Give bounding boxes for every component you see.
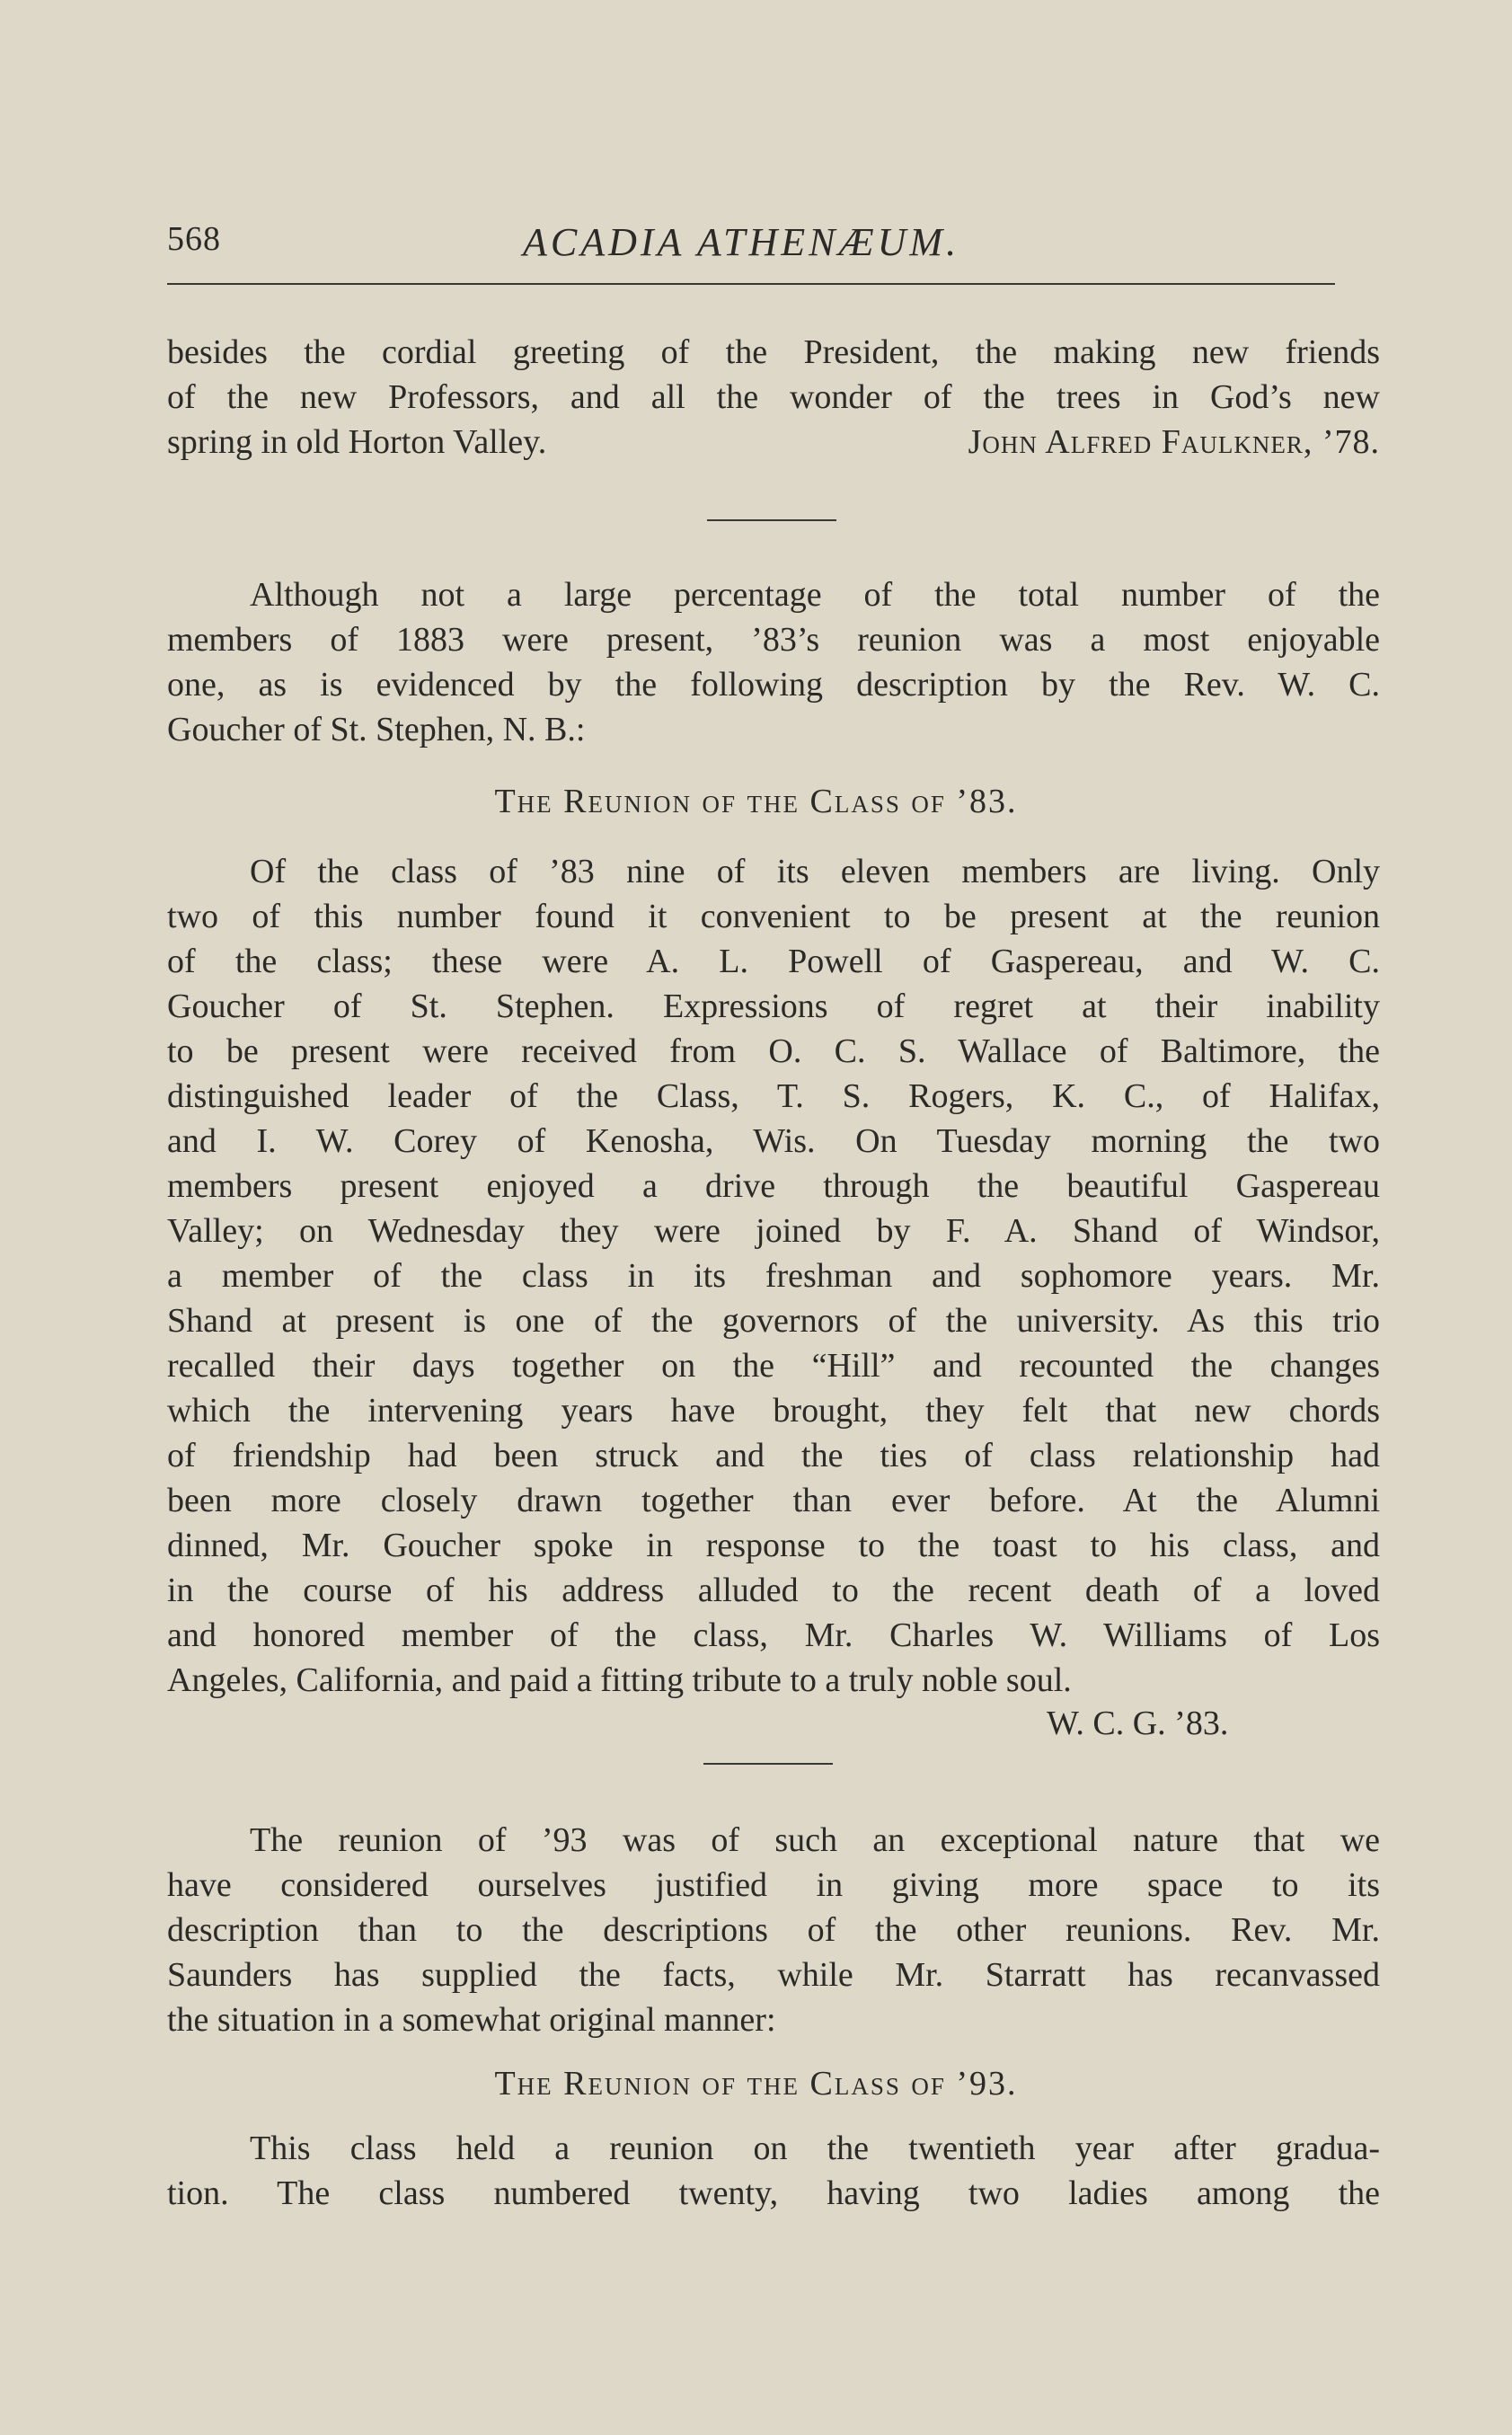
text-line: This class held a reunion on the twentieth year after gradua-	[250, 2130, 1380, 2167]
text-line: have considered ourselves justified in giving more space to its	[167, 1866, 1380, 1904]
text-line: which the intervening years have brought, they felt that new chords	[167, 1392, 1380, 1430]
running-title: ACADIA ATHENÆUM.	[523, 220, 960, 264]
paragraph-1883-reunion	[167, 849, 1380, 1703]
page-number: 568	[167, 220, 221, 258]
text-line: to be present were received from O. C. S. Wallace of Baltimore, the	[167, 1032, 1380, 1070]
signature-faulkner: John Alfred Faulkner, ’78.	[968, 423, 1380, 461]
section-separator	[707, 519, 836, 521]
text-line: The reunion of ’93 was of such an exceptional nature that we	[250, 1821, 1380, 1859]
text-line: spring in old Horton Valley.	[167, 423, 547, 461]
paragraph-1893-intro	[167, 1818, 1380, 2042]
text-line: Valley; on Wednesday they were joined by F. A. Shand of Windsor,	[167, 1212, 1380, 1250]
paragraph-faulkner-ending	[167, 330, 1380, 465]
text-line: and I. W. Corey of Kenosha, Wis. On Tuesday morning the two	[167, 1122, 1380, 1160]
header-rule	[167, 283, 1335, 285]
text-line: a member of the class in its freshman and sophomore years. Mr.	[167, 1257, 1380, 1295]
text-line: Although not a large percentage of the total number of the	[250, 576, 1380, 614]
text-line: Shand at present is one of the governors of the university. As this trio	[167, 1302, 1380, 1340]
text-line: distinguished leader of the Class, T. S. Rogers, K. C., of Halifax,	[167, 1077, 1380, 1115]
heading-reunion-93: The Reunion of the Class of ’93.	[494, 2065, 1018, 2103]
text-line: been more closely drawn together than ever before. At the Alumni	[167, 1482, 1380, 1519]
section-separator	[703, 1763, 833, 1765]
text-line: of the new Professors, and all the wonder of the trees in God’s new	[167, 378, 1380, 416]
text-line: and honored member of the class, Mr. Charles W. Williams of Los	[167, 1616, 1380, 1654]
signature-wcg: W. C. G. ’83.	[1047, 1704, 1229, 1742]
text-line: of friendship had been struck and the ties of class relationship had	[167, 1437, 1380, 1474]
text-line: the situation in a somewhat original manner:	[167, 2001, 776, 2039]
text-line: in the course of his address alluded to the recent death of a loved	[167, 1572, 1380, 1609]
text-line: one, as is evidenced by the following description by the Rev. W. C.	[167, 666, 1380, 704]
text-line: besides the cordial greeting of the President, the making new friends	[167, 333, 1380, 371]
text-line: members of 1883 were present, ’83’s reunion was a most enjoyable	[167, 621, 1380, 659]
paragraph-1883-intro	[167, 572, 1380, 752]
text-line: of the class; these were A. L. Powell of Gaspereau, and W. C.	[167, 943, 1380, 980]
text-line: Saunders has supplied the facts, while Mr. Starratt has recanvassed	[167, 1956, 1380, 1994]
heading-reunion-83: The Reunion of the Class of ’83.	[494, 783, 1018, 820]
text-line: tion. The class numbered twenty, having two ladies among the	[167, 2174, 1380, 2212]
paragraph-1893-reunion	[167, 2126, 1380, 2216]
text-line: members present enjoyed a drive through the beautiful Gaspereau	[167, 1167, 1380, 1205]
text-line: Goucher of St. Stephen, N. B.:	[167, 711, 586, 748]
text-line: Goucher of St. Stephen. Expressions of regret at their inability	[167, 987, 1380, 1025]
text-line: description than to the descriptions of the other reunions. Rev. Mr.	[167, 1911, 1380, 1949]
text-line: Angeles, California, and paid a fitting tribute to a truly noble soul.	[167, 1661, 1072, 1699]
text-line: dinned, Mr. Goucher spoke in response to the toast to his class, and	[167, 1527, 1380, 1564]
text-line: recalled their days together on the “Hill” and recounted the changes	[167, 1347, 1380, 1385]
page-header	[167, 219, 1335, 273]
text-line: Of the class of ’83 nine of its eleven members are living. Only	[250, 853, 1380, 890]
text-line-with-signature	[167, 420, 1380, 465]
text-line: two of this number found it convenient to be present at the reunion	[167, 898, 1380, 935]
